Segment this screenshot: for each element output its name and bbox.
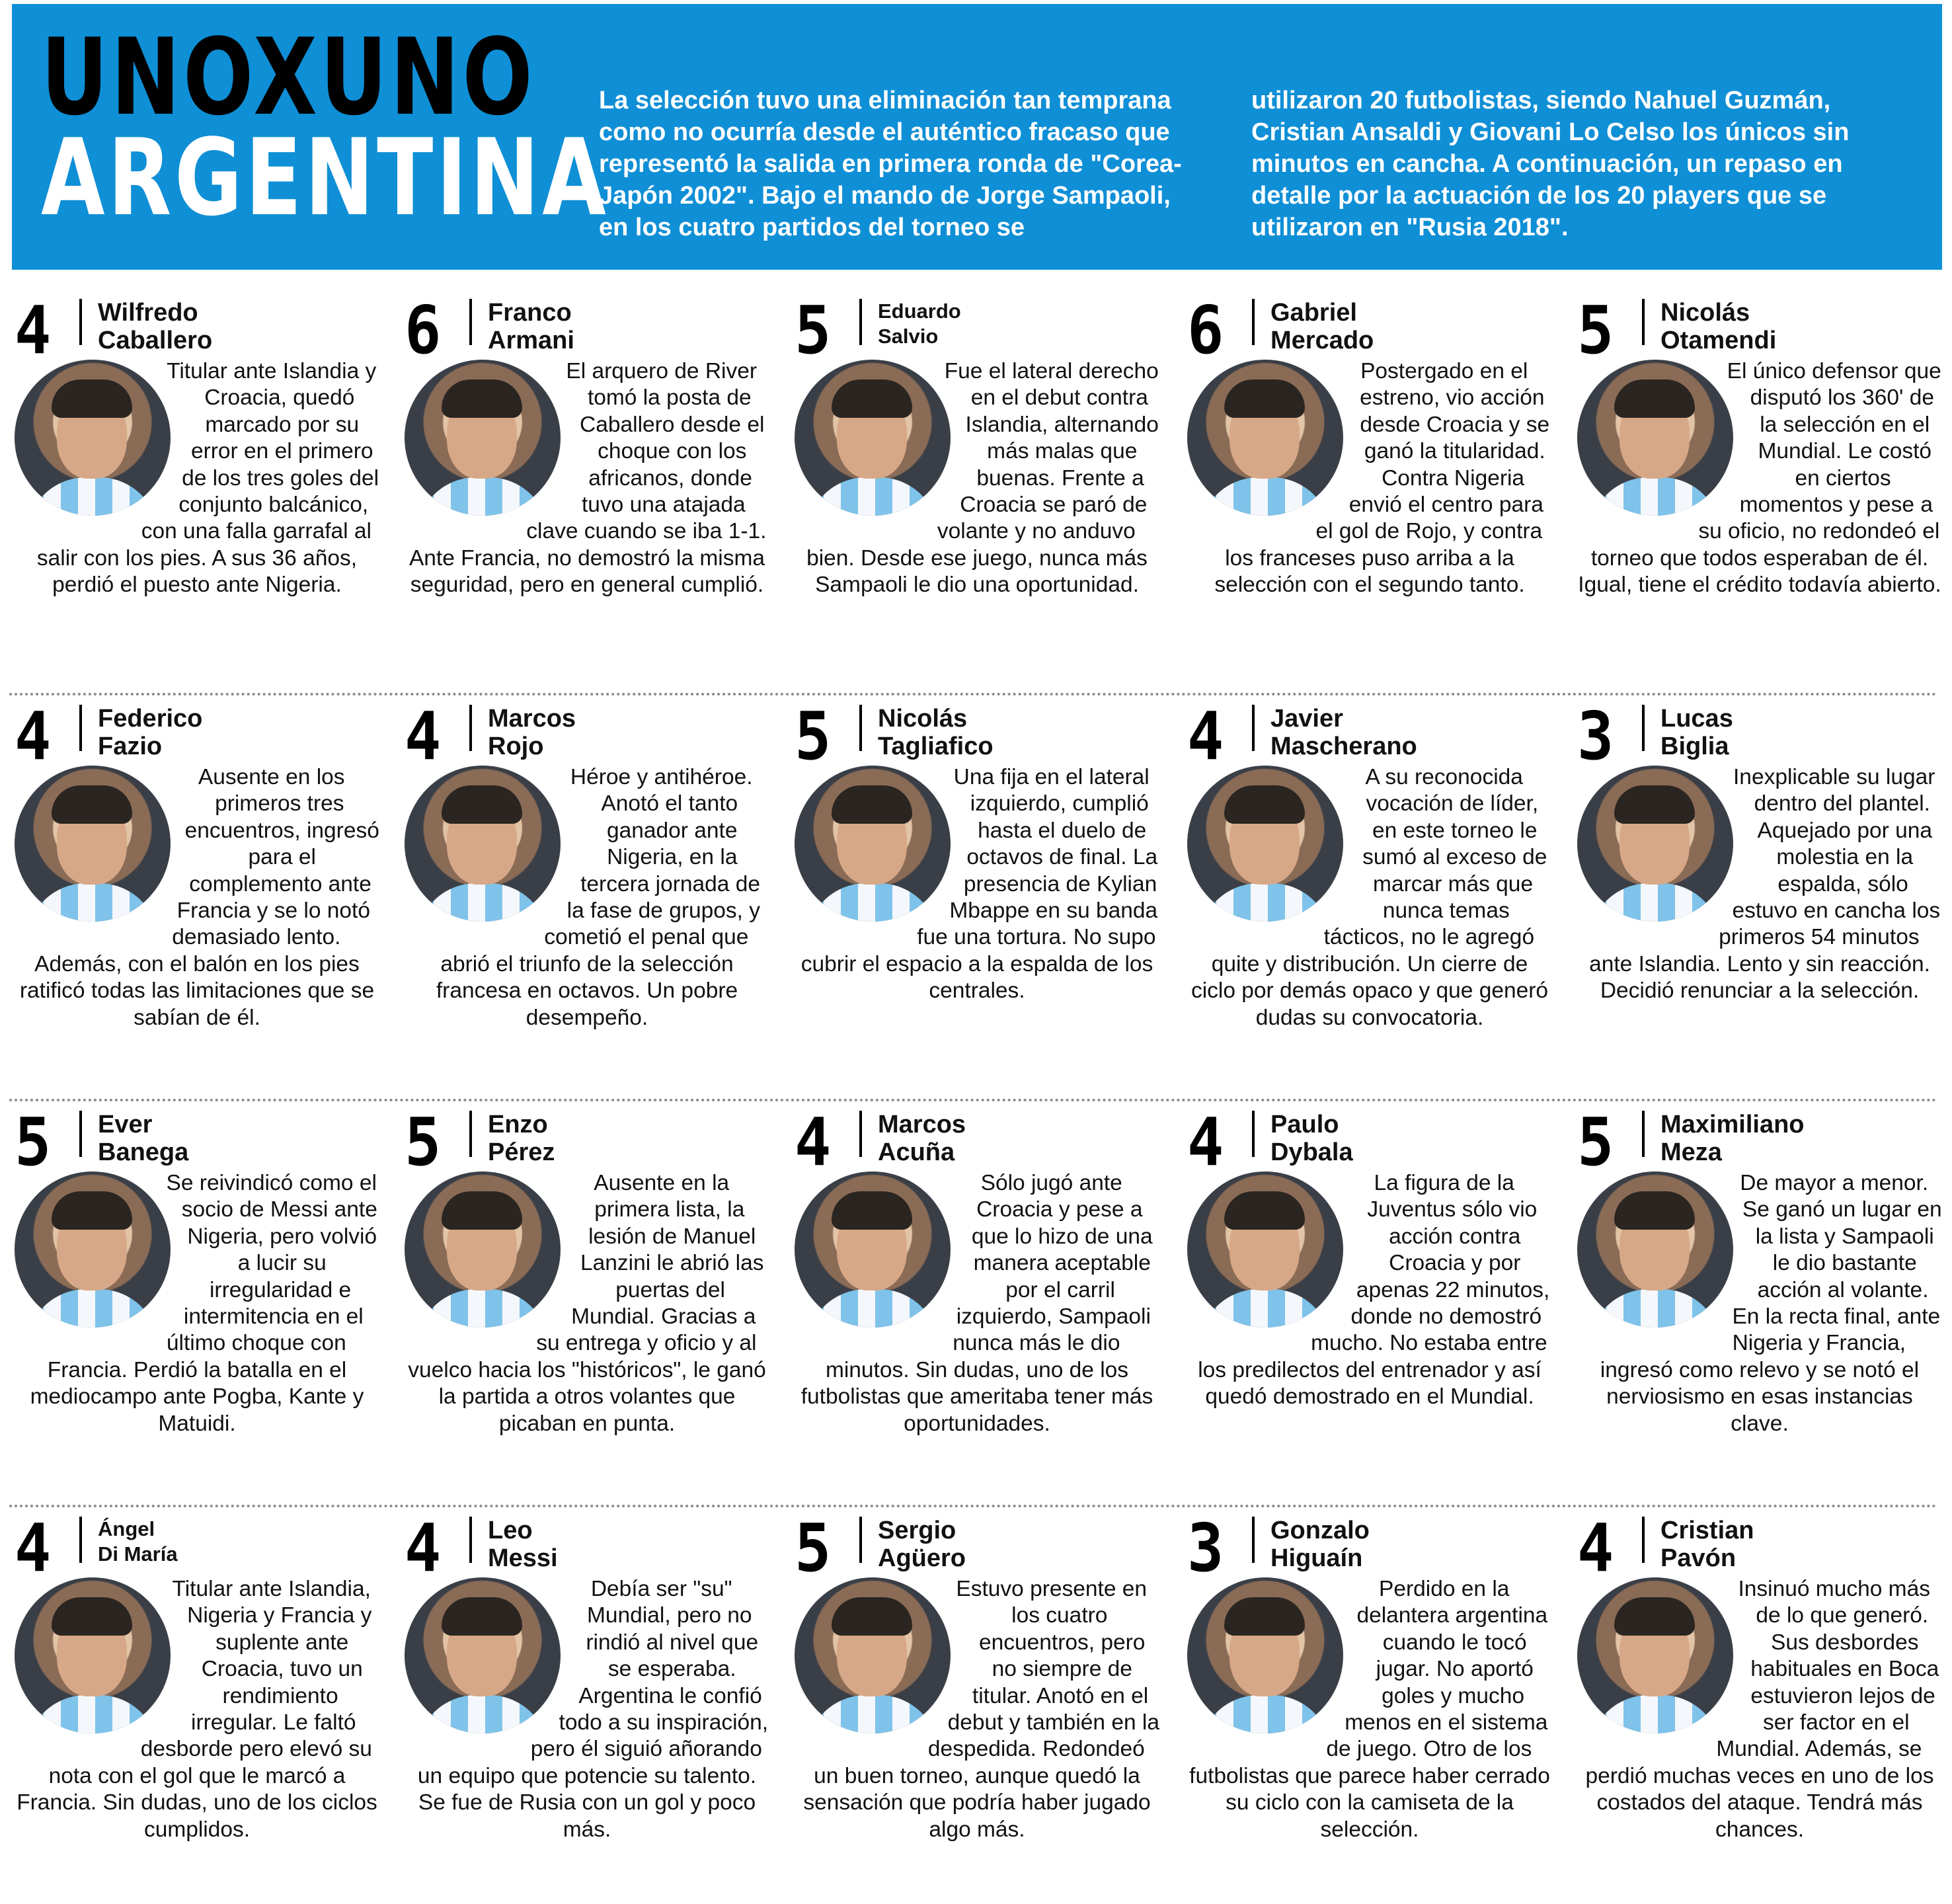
- player-last-name: Dybala: [1270, 1138, 1353, 1166]
- player-last-name: Salvio: [878, 325, 939, 348]
- player-last-name: Pavón: [1660, 1544, 1737, 1572]
- player-first-name: Wilfredo: [98, 299, 198, 327]
- player-last-name: Mascherano: [1270, 733, 1417, 760]
- player-review: Titular ante Islandia, Nigeria y Francia y suplente ante Croacia, tuvo un rendimiento irregular. Le faltó desborde pero elevó su nota con el gol que le marcó a Francia. Sin dudas, uno de los ciclos cumplidos.: [17, 1577, 377, 1842]
- player-rating: 4: [405, 697, 442, 775]
- divider: [1642, 705, 1645, 751]
- player-last-name: Caballero: [98, 327, 213, 354]
- player-name: [488, 1111, 555, 1166]
- player-review: Una fija en el lateral izquierdo, cumplió hasta el duelo de octavos de final. La presencia de Kylian Mbappe en su banda fue una tortura. No supo cubrir el espacio a la espalda de los centrales.: [800, 765, 1158, 1004]
- player-first-name: Gonzalo: [1270, 1517, 1370, 1544]
- player-last-name: Fazio: [98, 733, 163, 760]
- player-first-name: Federico: [98, 705, 203, 733]
- player-name: [98, 1111, 188, 1166]
- player-name: [98, 705, 202, 760]
- player-review: De mayor a menor. Se ganó un lugar en la lista y Sampaoli le dio bastante acción al volante. En la recta final, ante Nigeria y Francia, ingresó como relevo y se notó el nerviosismo en esas instancias clave.: [1600, 1171, 1942, 1436]
- divider: [79, 705, 82, 751]
- header-banner: [12, 4, 1942, 270]
- player-last-name: Di María: [98, 1542, 178, 1566]
- player-rating: 4: [1187, 1103, 1224, 1181]
- player-name: [1270, 1111, 1353, 1166]
- player-description: [405, 1576, 769, 1843]
- player-review: Postergado en el estreno, vio acción desde Croacia y se ganó la titularidad. Contra Nigeria envió el centro para el gol de Rojo, y contra los franceses puso arriba a la selección con el segundo tanto.: [1214, 359, 1550, 598]
- divider: [1252, 705, 1255, 751]
- player-rating: 5: [1577, 1103, 1614, 1181]
- player-review: Debía ser "su" Mundial, pero no rindió al nivel que se esperaba. Argentina le confió todo a su inspiración, pero él siguió añorando un equipo que potencie su talento. Se fue de Rusia con un gol y poco más.: [417, 1577, 769, 1842]
- player-rating: 5: [1577, 292, 1614, 369]
- player-last-name: Armani: [488, 327, 574, 354]
- divider: [859, 1111, 862, 1157]
- player-card: [1571, 695, 1947, 1092]
- player-description: [1187, 1170, 1552, 1411]
- player-name: [1270, 705, 1417, 760]
- player-card: [8, 1101, 385, 1498]
- player-review: Perdido en la delantera argentina cuando le tocó jugar. No aportó goles y mucho menos en el sistema de juego. Otro de los futbolistas que parece haber cerrado su ciclo con la camiseta de la selección.: [1189, 1577, 1550, 1842]
- player-last-name: Pérez: [488, 1138, 555, 1166]
- divider: [1252, 1517, 1255, 1563]
- player-first-name: Paulo: [1270, 1111, 1339, 1138]
- player-card: [788, 1507, 1165, 1904]
- player-name: [488, 705, 576, 760]
- divider: [79, 1111, 82, 1157]
- player-first-name: Franco: [488, 299, 572, 327]
- player-first-name: Cristian: [1660, 1517, 1754, 1544]
- player-card: [398, 695, 775, 1092]
- player-description: [1187, 1576, 1552, 1843]
- player-first-name: Sergio: [878, 1517, 956, 1544]
- player-rating: 5: [795, 1509, 832, 1587]
- divider: [1642, 299, 1645, 345]
- player-rating: 4: [15, 697, 52, 775]
- player-card: [8, 1507, 385, 1904]
- player-description: [405, 358, 769, 599]
- player-first-name: Maximiliano: [1660, 1111, 1805, 1138]
- player-review: A su reconocida vocación de líder, en este torneo le sumó al exceso de marcar más que nunca temas tácticos, no le agregó quite y distribución. Un cierre de ciclo por demás opaco y que generó dudas su convocatoria.: [1191, 765, 1549, 1030]
- divider: [1252, 299, 1255, 345]
- divider: [79, 1517, 82, 1563]
- player-review: Ausente en los primeros tres encuentros, ingresó para el complemento ante Francia y se lo notó demasiado lento. Además, con el balón en los pies ratificó todas las limitaciones que se sabían de él.: [19, 765, 379, 1030]
- player-rating: 4: [1187, 697, 1224, 775]
- player-last-name: Otamendi: [1660, 327, 1777, 354]
- player-description: [1577, 1170, 1942, 1437]
- player-first-name: Marcos: [878, 1111, 966, 1138]
- divider: [469, 1517, 472, 1563]
- intro-text-col2: utilizaron 20 futbolistas, siendo Nahuel Guzmán, Cristian Ansaldi y Giovani Lo Celso los únicos sin minutos en cancha. A continuación, un repaso en detalle por la actuación de los 20 players que se utilizaron en "Rusia 2018".: [1251, 87, 1850, 241]
- player-review: El único defensor que disputó los 360' de la selección en el Mundial. Le costó en ciertos momentos y pese a su oficio, no redondeó el torneo que todos esperaban de él. Igual, tiene el crédito todavía abierto.: [1578, 359, 1941, 598]
- player-description: [15, 358, 379, 599]
- player-name: [1660, 1517, 1754, 1572]
- player-first-name: Nicolás: [878, 705, 968, 733]
- player-last-name: Banega: [98, 1138, 189, 1166]
- player-rating: 4: [1577, 1509, 1614, 1587]
- player-description: [1187, 358, 1552, 599]
- player-name: [878, 299, 961, 349]
- player-first-name: Ever: [98, 1111, 153, 1138]
- player-card: [1571, 1101, 1947, 1498]
- player-name: [1270, 1517, 1370, 1572]
- player-first-name: Nicolás: [1660, 299, 1750, 327]
- player-review: Titular ante Islandia y Croacia, quedó marcado por su error en el primero de los tres goles del conjunto balcánico, con una falla garrafal al salir con los pies. A sus 36 años, perdió el puesto ante Nigeria.: [36, 359, 379, 598]
- player-description: [405, 1170, 769, 1437]
- player-description: [1577, 1576, 1942, 1843]
- player-description: [15, 764, 379, 1031]
- player-row: [0, 1507, 1952, 1894]
- player-card: [1571, 290, 1947, 686]
- player-description: [795, 1170, 1159, 1437]
- brand-title-top: UNOXUNO: [41, 15, 536, 139]
- divider: [859, 1517, 862, 1563]
- player-rating: 5: [795, 292, 832, 369]
- intro-text-col1: La selección tuvo una eliminación tan temprana como no ocurría desde el auténtico fracaso que representó la salida en primera ronda de "Corea-Japón 2002". Bajo el mando de Jorge Sampaoli, en los cuatro partidos del torneo se: [599, 87, 1182, 241]
- player-review: Fue el lateral derecho en el debut contra Islandia, alternando más malas que buenas. Frente a Croacia se paró de volante y no anduvo bien. Desde ese juego, nunca más Sampaoli le dio una oportunidad.: [806, 359, 1159, 598]
- player-description: [15, 1170, 379, 1437]
- player-rating: 5: [795, 697, 832, 775]
- player-last-name: Biglia: [1660, 733, 1729, 760]
- player-last-name: Meza: [1660, 1138, 1722, 1166]
- player-name: [98, 1517, 178, 1567]
- player-name: [878, 1517, 966, 1572]
- player-review: Héroe y antihéroe. Anotó el tanto ganador ante Nigeria, en la tercera jornada de la fase de grupos, y cometió el penal que abrió el triunfo de la selección francesa en octavos. Un pobre desempeño.: [436, 765, 761, 1030]
- player-first-name: Enzo: [488, 1111, 548, 1138]
- player-description: [405, 764, 769, 1031]
- player-card: [398, 290, 775, 686]
- divider: [469, 299, 472, 345]
- player-last-name: Messi: [488, 1544, 558, 1572]
- player-name: [488, 1517, 558, 1572]
- player-card: [8, 290, 385, 686]
- player-description: [795, 764, 1159, 1005]
- player-card: [1571, 1507, 1947, 1904]
- player-description: [795, 1576, 1159, 1843]
- player-rating: 6: [405, 292, 442, 369]
- player-last-name: Rojo: [488, 733, 544, 760]
- player-card: [788, 290, 1165, 686]
- player-name: [1660, 1111, 1805, 1166]
- player-rating: 4: [795, 1103, 832, 1181]
- player-name: [878, 1111, 966, 1166]
- divider: [1252, 1111, 1255, 1157]
- player-card: [1181, 1101, 1557, 1498]
- player-rating: 4: [405, 1509, 442, 1587]
- player-card: [1181, 290, 1557, 686]
- player-description: [1577, 764, 1942, 1005]
- player-rating: 3: [1577, 697, 1614, 775]
- players-grid: [0, 290, 1952, 1889]
- player-rating: 4: [15, 292, 52, 369]
- player-description: [1577, 358, 1942, 599]
- player-card: [788, 695, 1165, 1092]
- player-card: [398, 1507, 775, 1904]
- player-card: [398, 1101, 775, 1498]
- player-review: Se reivindicó como el socio de Messi ante Nigeria, pero volvió a lucir su irregularidad e intermitencia en el último choque con Francia. Perdió la batalla en el mediocampo ante Pogba, Kante y Matuidi.: [30, 1171, 377, 1436]
- player-first-name: Javier: [1270, 705, 1343, 733]
- player-name: [1660, 705, 1733, 760]
- player-rating: 6: [1187, 292, 1224, 369]
- player-review: Sólo jugó ante Croacia y pese a que lo hizo de una manera aceptable por el carril izquierdo, Sampaoli nunca más le dio minutos. Sin dudas, uno de los futbolistas que ameritaba tener más oportunidades.: [800, 1171, 1153, 1436]
- player-row: [0, 1101, 1952, 1507]
- divider: [469, 705, 472, 751]
- divider: [1642, 1517, 1645, 1563]
- brand-title-bottom: ARGENTINA: [41, 116, 609, 239]
- divider: [859, 705, 862, 751]
- player-review: Inexplicable su lugar dentro del plantel. Aquejado por una molestia en la espalda, sólo estuvo en cancha los primeros 54 minutos ante Islandia. Lento y sin reacción. Decidió renunciar a la selección.: [1589, 765, 1941, 1004]
- player-review: Insinuó mucho más de lo que generó. Sus desbordes habituales en Boca estuvieron lejos de ser factor en el Mundial. Además, se perdió muchas veces en uno de los costados del ataque. Tendrá más chances.: [1585, 1577, 1939, 1842]
- player-first-name: Gabriel: [1270, 299, 1357, 327]
- player-card: [1181, 695, 1557, 1092]
- player-description: [795, 358, 1159, 599]
- player-review: Ausente en la primera lista, la lesión de Manuel Lanzini le abrió las puertas del Mundial. Gracias a su entrega y oficio y al vuelco hacia los "históricos", le ganó la partida a otros volantes que picaban en punta.: [408, 1171, 766, 1436]
- player-last-name: Tagliafico: [878, 733, 994, 760]
- divider: [1642, 1111, 1645, 1157]
- player-description: [15, 1576, 379, 1843]
- divider: [79, 299, 82, 345]
- player-name: [878, 705, 994, 760]
- player-name: [1270, 299, 1374, 354]
- player-review: La figura de la Juventus sólo vio acción contra Croacia y por apenas 22 minutos, donde no demostró mucho. No estaba entre los predilectos del entrenador y así quedó demostrado en el Mundial.: [1198, 1171, 1550, 1409]
- player-rating: 4: [15, 1509, 52, 1587]
- player-first-name: Leo: [488, 1517, 533, 1544]
- player-first-name: Eduardo: [878, 299, 961, 323]
- player-card: [8, 695, 385, 1092]
- player-last-name: Acuña: [878, 1138, 955, 1166]
- player-row: [0, 290, 1952, 695]
- player-first-name: Ángel: [98, 1517, 155, 1540]
- divider: [469, 1111, 472, 1157]
- player-rating: 5: [15, 1103, 52, 1181]
- player-first-name: Marcos: [488, 705, 576, 733]
- player-name: [98, 299, 212, 354]
- player-rating: 3: [1187, 1509, 1224, 1587]
- player-rating: 5: [405, 1103, 442, 1181]
- player-last-name: Agüero: [878, 1544, 966, 1572]
- player-last-name: Mercado: [1270, 327, 1374, 354]
- player-description: [1187, 764, 1552, 1031]
- player-name: [1660, 299, 1776, 354]
- player-review: Estuvo presente en los cuatro encuentros, pero no siempre de titular. Anotó en el debut y también en la despedida. Redondeó un buen torneo, aunque quedó la sensación que podría haber jugado algo más.: [803, 1577, 1159, 1842]
- divider: [859, 299, 862, 345]
- player-name: [488, 299, 574, 354]
- player-row: [0, 695, 1952, 1101]
- player-card: [1181, 1507, 1557, 1904]
- player-first-name: Lucas: [1660, 705, 1733, 733]
- player-last-name: Higuaín: [1270, 1544, 1363, 1572]
- player-review: El arquero de River tomó la posta de Caballero desde el choque con los africanos, donde tuvo una atajada clave cuando se iba 1-1. Ante Francia, no demostró la misma seguridad, pero en general cumplió.: [409, 359, 767, 598]
- player-card: [788, 1101, 1165, 1498]
